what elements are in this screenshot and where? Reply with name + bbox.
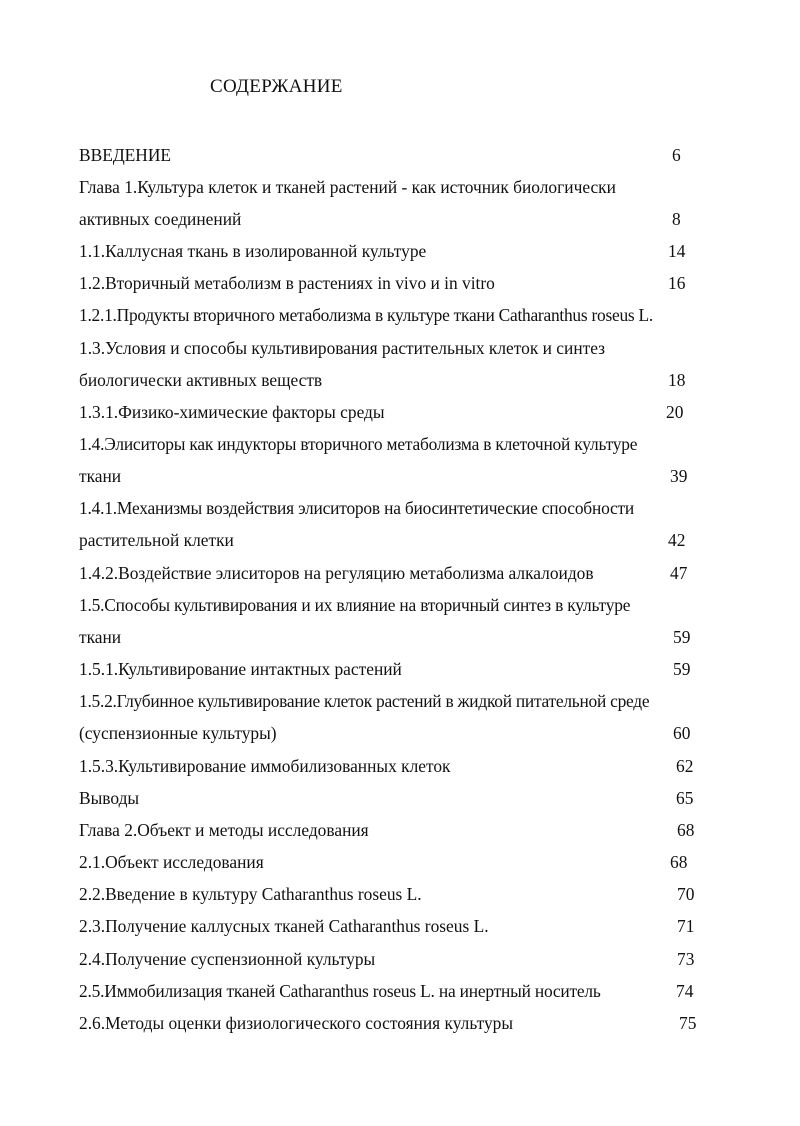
toc-entry-page: 6 — [672, 145, 681, 165]
toc-entry-page: 74 — [676, 981, 694, 1001]
toc-entry-page: 16 — [668, 273, 686, 293]
toc-entry-text: активных соединений — [79, 209, 242, 229]
toc-entry-text: биологически активных веществ — [79, 370, 323, 390]
toc-entry-text: 1.2.1.Продукты вторичного метаболизма в культуре ткани Catharanthus roseus L. — [79, 305, 653, 325]
toc-entry-text: 2.4.Получение суспензионной культуры — [79, 949, 376, 969]
toc-entry-text: 1.4.2.Воздействие элиситоров на регуляцию метаболизма алкалоидов — [79, 563, 594, 583]
toc-entry-page: 47 — [670, 563, 688, 583]
toc-entry-text: 2.1.Объект исследования — [79, 852, 264, 872]
toc-entry-text: 1.4.Элиситоры как индукторы вторичного метаболизма в клеточной культуре — [79, 434, 638, 454]
toc-entry-page: 14 — [668, 241, 686, 261]
toc-entry-text: Глава 1.Культура клеток и тканей растений - как источник биологически — [79, 177, 616, 197]
toc-entry-text: 2.6.Методы оценки физиологического состояния культуры — [79, 1013, 514, 1033]
toc-entry-text: 2.2.Введение в культуру Catharanthus roseus L. — [79, 884, 422, 904]
toc-entry-text: 1.5.3.Культивирование иммобилизованных клеток — [79, 756, 451, 776]
toc-entry-text: 1.5.Способы культивирования и их влияние на вторичный синтез в культуре — [79, 595, 631, 615]
toc-entry-page: 68 — [670, 852, 688, 872]
toc-entry-text: (суспензионные культуры) — [79, 723, 277, 743]
toc-entry-text: 1.4.1.Механизмы воздействия элиситоров на биосинтетические способности — [79, 498, 635, 518]
toc-entry-text: ткани — [79, 466, 122, 486]
toc-entry-text: ВВЕДЕНИЕ — [79, 145, 172, 165]
toc-entry-page: 62 — [676, 756, 694, 776]
toc-entry-page: 20 — [666, 402, 684, 422]
toc-entry-page: 75 — [679, 1013, 697, 1033]
toc-entry-text: 1.1.Каллусная ткань в изолированной культуре — [79, 241, 427, 261]
toc-entry-text: Выводы — [79, 788, 140, 808]
toc-entry-page: 68 — [677, 820, 695, 840]
toc-entry-page: 65 — [676, 788, 694, 808]
toc-entry-page: 60 — [673, 723, 691, 743]
toc-entry-text: 1.5.1.Культивирование интактных растений — [79, 659, 402, 679]
toc-entry-text: Глава 2.Объект и методы исследования — [79, 820, 369, 840]
toc-entry-text: 1.3.Условия и способы культивирования растительных клеток и синтез — [79, 338, 606, 358]
toc-entry-text: 1.3.1.Физико-химические факторы среды — [79, 402, 385, 422]
toc-entry-page: 73 — [677, 949, 695, 969]
toc-entry-page: 39 — [670, 466, 688, 486]
toc-entry-page: 59 — [673, 659, 691, 679]
page-title: СОДЕРЖАНИЕ — [210, 76, 343, 97]
toc-entry-page: 18 — [668, 370, 686, 390]
toc-entry-text: ткани — [79, 627, 122, 647]
toc-entry-text: 1.2.Вторичный метаболизм в растениях in vivo и in vitro — [79, 273, 495, 293]
toc-entry-text: 2.5.Иммобилизация тканей Catharanthus roseus L. на инертный носитель — [79, 981, 601, 1001]
toc-entry-page: 42 — [668, 530, 686, 550]
toc-entry-text: 2.3.Получение каллусных тканей Catharanthus roseus L. — [79, 916, 489, 936]
toc-entry-page: 8 — [672, 209, 681, 229]
toc-entry-text: растительной клетки — [79, 530, 234, 550]
toc-entry-page: 71 — [677, 916, 695, 936]
toc-entry-page: 59 — [673, 627, 691, 647]
toc-entry-page: 70 — [677, 884, 695, 904]
toc-entry-text: 1.5.2.Глубинное культивирование клеток растений в жидкой питательной среде — [79, 691, 650, 711]
